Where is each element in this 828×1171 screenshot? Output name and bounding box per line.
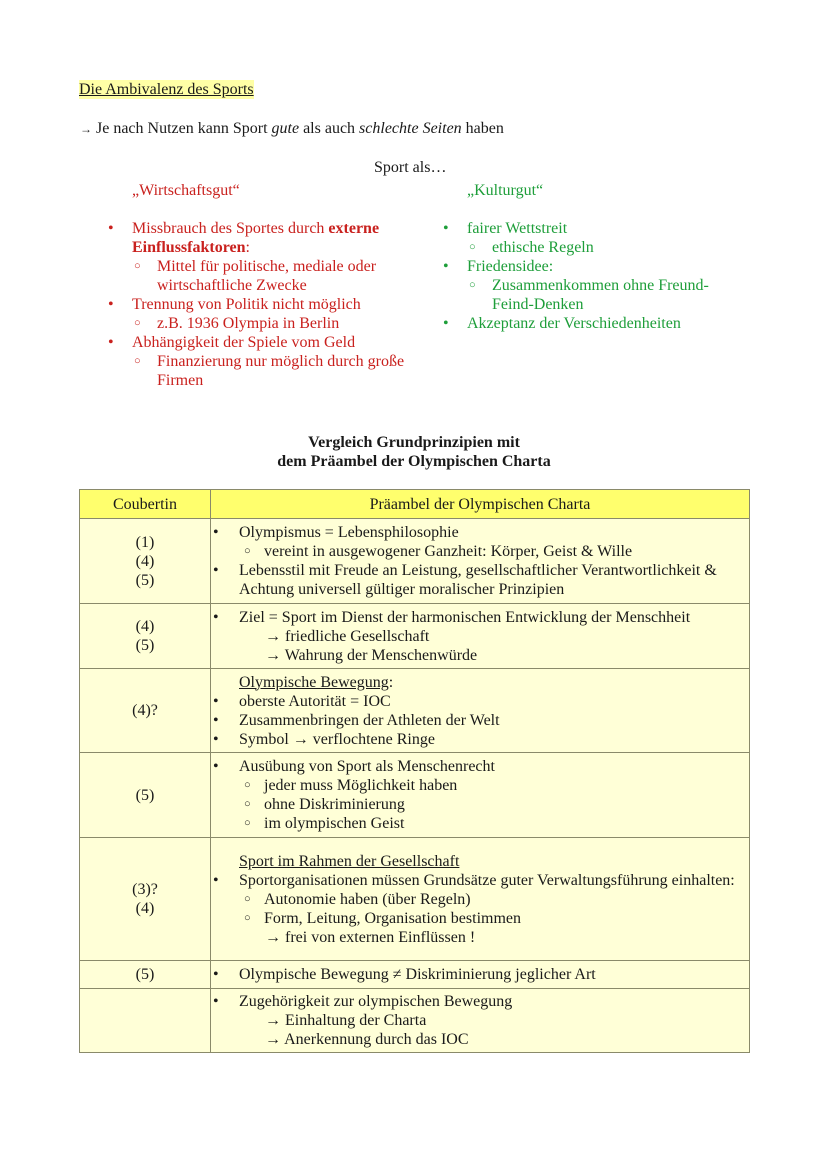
table-cell (211, 753, 750, 838)
list-item: ○ ohne Diskriminierung (239, 795, 745, 814)
text (239, 965, 745, 984)
intro-text: als auch (299, 120, 360, 137)
list-item: • Symbol → verflochtene Ringe (213, 730, 745, 749)
text (239, 673, 745, 749)
list-item: • Lebensstil mit Freude an Leistung, gesellschaftlicher Verantwortlichkeit & Achtung universell gültiger moralischer Prinzipien (213, 561, 745, 599)
list-item: → Wahrung der Menschenwürde (265, 646, 478, 664)
table-row (80, 989, 750, 1053)
intro-line (80, 119, 504, 139)
intro-emph: schlechte Seiten (359, 120, 462, 137)
heading-line: dem Präambel der Olympischen Charta (277, 453, 551, 470)
text (441, 219, 741, 333)
text: (4) (135, 552, 155, 570)
header-praeambel: Präambel der Olympischen Charta (211, 490, 750, 519)
table-cell (80, 989, 211, 1053)
table-row (80, 669, 750, 753)
table-header-row (80, 490, 750, 519)
wirtschaftsgut-heading: „Wirtschaftsgut“ (132, 182, 240, 199)
text: Olympische Bewegung (239, 673, 389, 691)
text (239, 852, 745, 947)
list-item: • Friedensidee: (441, 257, 741, 276)
list-item: • Sportorganisationen müssen Grundsätze guter Verwaltungsführung einhalten: (213, 871, 745, 890)
list-item: • Ausübung von Sport als Menschenrecht (213, 757, 745, 776)
intro-text: haben (461, 120, 504, 137)
list-item (106, 219, 406, 257)
list-item: ○ z.B. 1936 Olympia in Berlin (106, 314, 406, 333)
table-cell (211, 961, 750, 989)
table-row (80, 961, 750, 989)
intro-emph: gute (271, 120, 300, 137)
text: Missbrauch des Sportes durch (132, 220, 329, 237)
list-item: • Trennung von Politik nicht möglich (106, 295, 406, 314)
table-row (80, 604, 750, 669)
list-item: ○ Mittel für politische, mediale oder wirtschaftliche Zwecke (106, 257, 406, 295)
text (239, 757, 745, 833)
text (239, 523, 745, 599)
list-item: ○ Form, Leitung, Organisation bestimmen (239, 909, 745, 928)
text: (4)? (132, 702, 158, 719)
text (106, 219, 406, 390)
list-item: → frei von externen Einflüssen ! (265, 928, 476, 946)
table-cell (211, 989, 750, 1053)
table-cell (80, 669, 211, 753)
list-item: • fairer Wettstreit (441, 219, 741, 238)
list-item: • oberste Autorität = IOC (213, 692, 745, 711)
table-row (80, 753, 750, 838)
list-item: ○ jeder muss Möglichkeit haben (239, 776, 745, 795)
list-item: • Ziel = Sport im Dienst der harmonischen Entwicklung der Menschheit (213, 608, 745, 627)
text: (5) (135, 966, 155, 983)
kulturgut-heading: „Kulturgut“ (467, 182, 544, 199)
list-item: ○ Zusammenkommen ohne Freund-Feind-Denken (441, 276, 741, 314)
text (239, 608, 745, 665)
text (80, 490, 750, 1053)
text: : (245, 239, 250, 256)
table-cell (80, 961, 211, 989)
list-item: → Anerkennung durch das IOC (265, 1031, 469, 1048)
table-cell (211, 519, 750, 604)
list-item: • Olympismus = Lebensphilosophie (213, 523, 745, 542)
text: (4) (135, 900, 155, 917)
table-cell (80, 753, 211, 838)
text: (1) (135, 533, 155, 551)
text: (5) (135, 786, 155, 804)
vergleich-heading (0, 433, 828, 471)
list-item: Sport im Rahmen der Gesellschaft (239, 852, 460, 870)
text: (5) (135, 637, 155, 654)
list-item: • Olympische Bewegung ≠ Diskriminierung jeglicher Art (213, 965, 745, 984)
intro-text: Je nach Nutzen kann Sport (96, 120, 272, 137)
comparison-table (79, 489, 750, 1053)
list-item: ○ ethische Regeln (441, 238, 741, 257)
wirtschaftsgut-column (106, 181, 406, 390)
sport-als-heading: Sport als… (374, 159, 447, 176)
list-item: • Zugehörigkeit zur olympischen Bewegung (213, 992, 745, 1011)
list-item: • Abhängigkeit der Spiele vom Geld (106, 333, 406, 352)
list-item: ○ Autonomie haben (über Regeln) (239, 890, 745, 909)
text: (4) (135, 618, 155, 635)
list-item: • Zusammenbringen der Athleten der Welt (213, 711, 745, 730)
text: (5) (135, 571, 155, 589)
table-cell (80, 604, 211, 669)
text (239, 992, 745, 1049)
text: : (388, 673, 394, 691)
table-cell (80, 838, 211, 961)
list-item: ○ vereint in ausgewogener Ganzheit: Körper, Geist & Wille (239, 542, 745, 561)
text: (3)? (132, 881, 158, 898)
list-item: • Akzeptanz der Verschiedenheiten (441, 314, 741, 333)
table-cell (211, 604, 750, 669)
list-item: → Einhaltung der Charta (265, 1012, 427, 1029)
table-cell (211, 838, 750, 961)
kulturgut-column (441, 181, 741, 333)
list-item: → friedliche Gesellschaft (265, 627, 430, 645)
heading-line: Vergleich Grundprinzipien mit (308, 434, 520, 451)
table-cell (80, 519, 211, 604)
table-row (80, 838, 750, 961)
list-item: ○ im olympischen Geist (239, 814, 745, 833)
list-item: ○ Finanzierung nur möglich durch große Firmen (106, 352, 406, 390)
text: externe Einflussfaktoren (132, 220, 380, 256)
list-item (239, 673, 745, 692)
arrow-icon: → (80, 122, 92, 136)
page-title: Die Ambivalenz des Sports (79, 81, 254, 98)
table-cell (211, 669, 750, 753)
table-row (80, 519, 750, 604)
header-coubertin: Coubertin (80, 490, 211, 519)
